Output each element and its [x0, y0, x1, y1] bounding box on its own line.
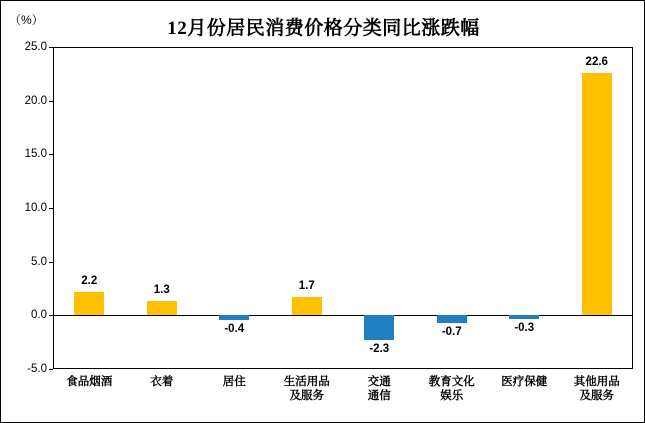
bar[interactable]: [74, 292, 104, 316]
bar-value-label: -0.3: [514, 321, 535, 334]
bar[interactable]: [364, 315, 394, 340]
bar-slot: [416, 47, 489, 369]
x-category-label: [126, 375, 199, 389]
bar-value-label: 2.2: [81, 274, 98, 287]
x-category-label-line: 通信: [367, 390, 391, 402]
x-category-label: [561, 375, 634, 403]
x-category-label-line: 衣着: [150, 376, 174, 388]
y-tick-label: 25.0: [24, 41, 47, 53]
x-category-label-line: 交通: [367, 376, 391, 388]
bar[interactable]: [582, 73, 612, 316]
bar[interactable]: [147, 301, 177, 315]
bar[interactable]: [509, 315, 539, 318]
x-category-label: [53, 375, 126, 389]
y-tick-label: 20.0: [24, 94, 47, 107]
bar-value-label: 22.6: [585, 55, 608, 68]
x-category-label-line: 教育文化: [428, 376, 475, 388]
bar-slot: [561, 47, 634, 369]
y-tick-label: 0.0: [31, 309, 47, 322]
bar-value-label: 1.7: [298, 280, 315, 293]
x-category-label-line: 娱乐: [440, 390, 464, 402]
x-category-label: [343, 375, 416, 403]
x-category-label: [198, 375, 271, 389]
bar-slot: [271, 47, 344, 369]
bar-slot: [488, 47, 561, 369]
bar-value-label: -2.3: [369, 343, 390, 356]
plot-area: [24, 41, 633, 375]
bar-value-label: -0.7: [441, 325, 462, 338]
bar[interactable]: [437, 315, 467, 323]
y-tick-label: 15.0: [24, 148, 47, 161]
unit-label: （%）: [9, 13, 44, 27]
x-category-label-line: 医疗保健: [501, 376, 548, 388]
y-tick-mark: [49, 369, 53, 370]
bar-slot: [198, 47, 271, 369]
x-category-label-line: 及服务: [289, 390, 324, 402]
chart-title: 12月份居民消费价格分类同比涨跌幅: [167, 18, 480, 39]
x-category-label: [488, 375, 561, 389]
x-category-label-line: 居住: [222, 376, 246, 388]
bar-slot: [126, 47, 199, 369]
x-category-label: [416, 375, 489, 403]
bar[interactable]: [292, 297, 322, 315]
bar-value-label: -0.4: [224, 322, 245, 335]
bar-slot: [343, 47, 416, 369]
x-category-label-line: 及服务: [579, 390, 614, 402]
y-tick-label: -5.0: [27, 363, 47, 375]
bar-value-label: 1.3: [153, 284, 170, 297]
y-tick-label: 5.0: [31, 255, 47, 268]
y-tick-label: 10.0: [24, 202, 47, 214]
x-category-label-line: 其他用品: [573, 376, 620, 388]
x-category-label: [271, 375, 344, 403]
x-category-label-line: 生活用品: [283, 376, 330, 388]
bar[interactable]: [219, 315, 249, 319]
bar-slot: [53, 47, 126, 369]
x-category-label-line: 食品烟酒: [66, 376, 113, 388]
